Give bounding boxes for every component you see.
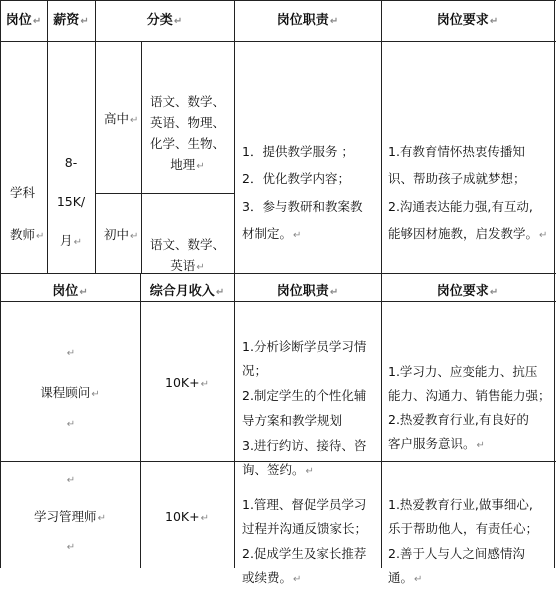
t1-col-line-2 [95, 0, 96, 273]
income-course-consultant: 10K+↵ [165, 375, 209, 390]
table1-header-divider [0, 41, 556, 42]
high-school-subjects: 语文、数学、 英语、物理、 化学、生物、 地理↵ [149, 94, 225, 172]
subcategory-divider [95, 193, 234, 194]
middle-school-subjects: 语文、数学、 英语↵ [149, 237, 225, 273]
teacher-duties: 1．提供教学服务 ； 2．优化教学内容； 3．参与教研和教案教 材制定。↵ [242, 143, 363, 241]
table1-top-border [0, 0, 556, 1]
t2-header-role: 岗位↵ [52, 284, 88, 299]
t2-header-duties: 岗位职责↵ [276, 284, 339, 299]
header-salary: 薪资↵ [53, 13, 89, 28]
header-category: 分类↵ [146, 13, 183, 28]
header-role: 岗位↵ [5, 13, 42, 28]
empty-paragraph-mark: ↵ [66, 419, 76, 430]
empty-paragraph-mark: ↵ [66, 348, 76, 359]
category-middle-school: 初中↵ [104, 227, 139, 242]
right-border [554, 0, 555, 568]
requirements-learning-manager: 1.热爱教育行业,做事细心, 乐于帮助他人，有责任心； 2.善于人与人之间感情沟 通。↵ [388, 496, 539, 585]
requirements-course-consultant: 1.学习力、应变能力、抗压 能力、沟通力、销售能力强； 2.热爱教育行业,有良好的 客户服务意识。↵ [388, 364, 551, 451]
category-high-school: 高中↵ [104, 111, 139, 126]
duties-learning-manager: 1.管理、督促学员学习 过程并沟通反馈家长； 2.促成学生及家长推荐 或续费。↵ [242, 496, 368, 585]
role-subject-teacher: 学科 教师↵ [10, 185, 45, 242]
role-course-consultant: 课程顾问↵ [40, 385, 100, 400]
empty-paragraph-mark: ↵ [66, 542, 76, 553]
role-learning-manager: 学习管理师↵ [34, 509, 106, 524]
duties-course-consultant: 1.分析诊断学员学习情 况； 2.制定学生的个性化辅 导方案和教学规划 3.进行约访、接待、咨 询、签约。↵ [242, 338, 367, 478]
header-duties: 岗位职责↵ [276, 13, 339, 28]
table-divider [0, 273, 556, 274]
income-learning-manager: 10K+↵ [165, 509, 209, 524]
t2-header-requirements: 岗位要求↵ [436, 284, 499, 299]
t2-header-income: 综合月收入↵ [149, 284, 225, 299]
teacher-requirements: 1.有教育情怀热衷传播知 识、帮助孩子成就梦想； 2.沟通表达能力强,有互动, 能够因材施教，启发教学。↵ [388, 143, 548, 241]
header-requirements: 岗位要求↵ [436, 13, 499, 28]
salary-subject-teacher: 8- 15K/ 月↵ [56, 155, 86, 248]
empty-paragraph-mark: ↵ [66, 475, 76, 486]
